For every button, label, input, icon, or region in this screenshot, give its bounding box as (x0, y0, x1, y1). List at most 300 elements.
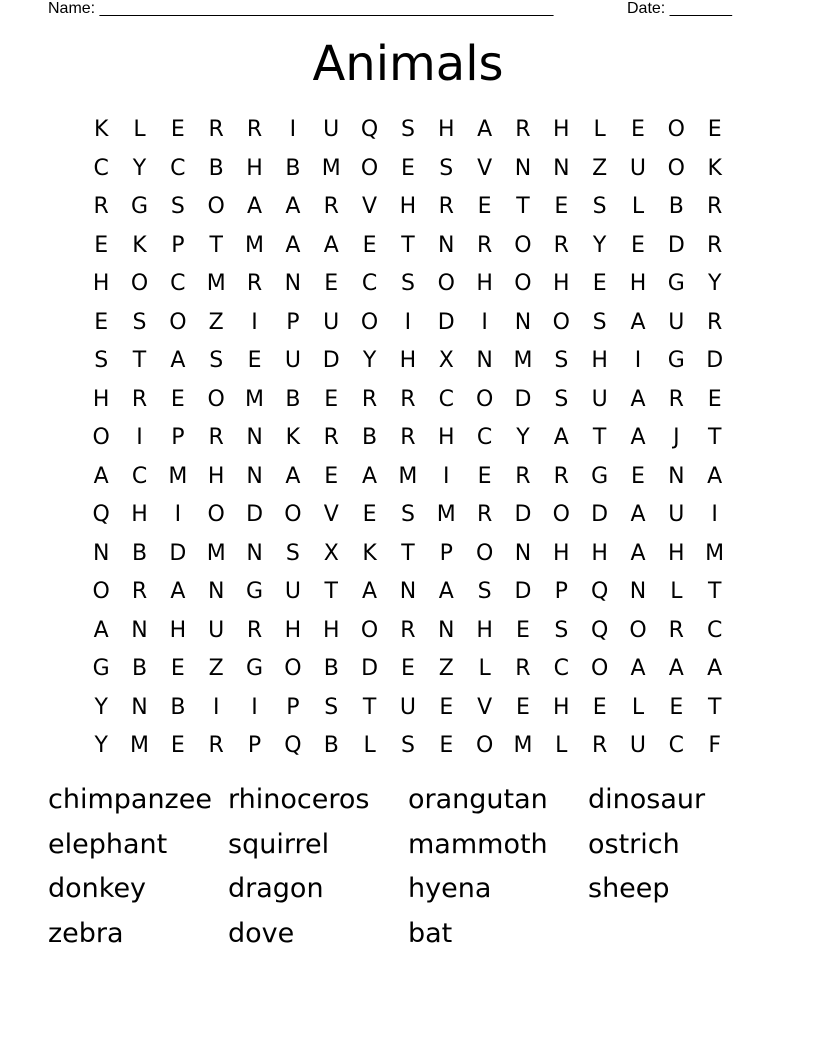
grid-letter: O (92, 579, 110, 605)
grid-letter: S (477, 579, 492, 605)
grid-letter: S (324, 694, 339, 720)
grid-letter: E (247, 348, 262, 374)
grid-letter: H (92, 386, 110, 412)
grid-row (82, 496, 734, 535)
grid-letter: G (246, 579, 264, 605)
grid-letter: H (437, 117, 455, 143)
grid-letter: C (553, 656, 569, 682)
grid-letter: N (553, 155, 570, 181)
grid-letter: E (94, 232, 109, 258)
grid-letter: N (629, 579, 647, 605)
grid-letter: L (133, 117, 146, 143)
grid-letter: V (323, 502, 339, 528)
grid-letter: H (92, 271, 110, 297)
grid-letter: M (130, 733, 149, 759)
grid-letter: R (246, 617, 263, 643)
grid-letter: R (707, 194, 723, 220)
grid-letter: V (477, 155, 493, 181)
grid-letter: A (362, 463, 378, 489)
grid-letter: I (481, 309, 488, 335)
grid-letter: I (174, 502, 182, 528)
grid-row (82, 265, 734, 304)
grid-letter: C (170, 155, 186, 181)
grid-letter: C (476, 425, 493, 451)
grid-letter: N (246, 463, 263, 489)
grid-letter: D (169, 540, 187, 566)
grid-letter: M (513, 733, 533, 759)
grid-letter: E (592, 694, 607, 720)
grid-letter: M (705, 540, 725, 566)
grid-letter: F (708, 733, 721, 759)
grid-letter: O (360, 155, 379, 181)
grid-letter: A (438, 579, 454, 605)
grid-letter: B (131, 656, 148, 682)
grid-letter: I (212, 694, 220, 720)
grid-letter: P (171, 425, 185, 451)
grid-letter: I (404, 309, 412, 335)
grid-letter: A (630, 540, 646, 566)
grid-letter: H (591, 348, 608, 374)
grid-letter: A (170, 579, 186, 605)
grid-letter: E (170, 656, 185, 682)
grid-letter: R (131, 386, 148, 412)
grid-row (82, 612, 734, 651)
grid-letter: O (552, 502, 570, 528)
grid-letter: S (592, 309, 607, 335)
grid-letter: P (554, 579, 568, 605)
grid-letter: E (362, 232, 377, 258)
grid-letter: B (208, 155, 224, 181)
grid-letter: A (553, 425, 569, 451)
grid-letter: U (591, 386, 608, 412)
grid-letter: E (707, 117, 722, 143)
grid-letter: K (285, 425, 301, 451)
grid-letter: U (208, 617, 225, 643)
grid-letter: Q (590, 617, 609, 643)
grid-letter: E (707, 386, 722, 412)
word-bank-item: squirrel (228, 828, 330, 860)
grid-letter: R (476, 232, 493, 258)
grid-letter: G (92, 656, 110, 682)
page-title: Animals (312, 36, 504, 92)
grid-letter: L (593, 117, 606, 143)
grid-letter: R (515, 117, 531, 143)
grid-letter: H (131, 502, 148, 528)
grid-letter: I (711, 502, 718, 528)
grid-row (82, 535, 734, 574)
grid-letter: T (401, 232, 415, 258)
grid-letter: O (207, 194, 225, 220)
date-field-label: Date: _______ (627, 0, 732, 17)
grid-letter: B (131, 540, 148, 566)
grid-letter: D (591, 502, 609, 528)
grid-letter: A (170, 348, 186, 374)
grid-letter: U (284, 579, 301, 605)
grid-letter: R (208, 117, 224, 143)
grid-letter: N (514, 540, 532, 566)
grid-letter: K (707, 155, 722, 181)
grid-letter: A (630, 425, 646, 451)
grid-letter: O (437, 271, 455, 297)
grid-row (82, 111, 734, 150)
grid-letter: H (553, 271, 570, 297)
grid-letter: H (399, 194, 417, 220)
grid-letter: H (668, 540, 685, 566)
grid-letter: R (93, 194, 109, 220)
grid-letter: M (206, 271, 226, 297)
grid-letter: M (245, 232, 265, 258)
grid-letter: Z (208, 656, 224, 682)
grid-letter: H (284, 617, 302, 643)
grid-letter: O (629, 617, 647, 643)
grid-letter: E (631, 463, 645, 489)
grid-letter: N (246, 540, 263, 566)
grid-letter: U (284, 348, 301, 374)
grid-letter: S (285, 540, 300, 566)
grid-letter: S (400, 117, 415, 143)
grid-letter: R (438, 194, 454, 220)
grid-letter: R (515, 656, 531, 682)
word-bank-item: bat (408, 918, 453, 950)
grid-letter: H (399, 348, 417, 374)
grid-letter: S (592, 194, 607, 220)
grid-letter: Q (360, 117, 379, 143)
word-bank-item: ostrich (588, 828, 680, 860)
grid-letter: D (667, 232, 685, 258)
grid-letter: L (363, 733, 376, 759)
grid-letter: R (400, 386, 416, 412)
grid-letter: N (514, 155, 532, 181)
grid-letter: M (321, 155, 341, 181)
grid-letter: U (668, 309, 685, 335)
grid-row (82, 304, 734, 343)
grid-letter: G (591, 463, 609, 489)
grid-letter: O (514, 271, 532, 297)
grid-letter: R (553, 463, 569, 489)
grid-letter: M (168, 463, 188, 489)
grid-letter: R (208, 425, 224, 451)
grid-letter: M (436, 502, 456, 528)
word-bank-item: donkey (48, 873, 147, 905)
grid-letter: A (630, 309, 646, 335)
grid-letter: S (554, 617, 569, 643)
grid-letter: E (439, 694, 454, 720)
grid-letter: T (362, 694, 377, 720)
grid-letter: H (476, 271, 493, 297)
grid-letter: S (400, 502, 415, 528)
grid-row (82, 573, 734, 612)
grid-letter: E (324, 386, 339, 412)
word-bank-item: elephant (48, 828, 168, 860)
grid-letter: S (439, 155, 454, 181)
word-bank-item: orangutan (408, 784, 548, 815)
grid-letter: E (94, 309, 109, 335)
grid-letter: D (514, 579, 532, 605)
grid-letter: N (668, 463, 685, 489)
grid-letter: H (322, 617, 340, 643)
word-bank-item: chimpanzee (48, 784, 212, 815)
grid-letter: C (131, 463, 148, 489)
grid-letter: A (93, 463, 109, 489)
grid-letter: C (361, 271, 378, 297)
grid-letter: E (400, 155, 415, 181)
word-bank-item: sheep (588, 873, 670, 905)
grid-letter: O (169, 309, 187, 335)
grid-letter: R (246, 271, 263, 297)
grid-letter: I (289, 117, 297, 143)
grid-letter: V (362, 194, 378, 220)
grid-letter: H (553, 117, 570, 143)
grid-letter: P (171, 232, 185, 258)
grid-letter: R (361, 386, 378, 412)
grid-letter: A (285, 232, 301, 258)
grid-letter: L (670, 579, 683, 605)
grid-letter: S (94, 348, 109, 374)
grid-row (82, 689, 734, 728)
grid-letter: H (553, 540, 570, 566)
grid-letter: R (400, 617, 416, 643)
word-bank-item: rhinoceros (228, 784, 370, 815)
grid-letter: D (706, 348, 724, 374)
grid-letter: S (170, 194, 185, 220)
grid-letter: C (706, 617, 723, 643)
grid-letter: R (591, 733, 608, 759)
grid-row (82, 342, 734, 381)
grid-letter: R (323, 425, 339, 451)
word-bank-item: dove (228, 918, 295, 950)
word-search-grid (82, 111, 734, 766)
grid-letter: R (553, 232, 569, 258)
grid-letter: E (554, 194, 569, 220)
word-bank-item: dragon (228, 873, 324, 905)
grid-letter: O (130, 271, 149, 297)
grid-letter: E (170, 733, 185, 759)
grid-letter: U (629, 155, 647, 181)
grid-letter: A (630, 502, 646, 528)
grid-letter: N (476, 348, 493, 374)
grid-letter: H (476, 617, 493, 643)
grid-letter: A (630, 656, 646, 682)
grid-row (82, 419, 734, 458)
grid-letter: Z (208, 309, 224, 335)
grid-letter: V (477, 694, 493, 720)
grid-letter: C (93, 155, 109, 181)
grid-letter: E (631, 232, 645, 258)
grid-letter: R (208, 733, 224, 759)
word-bank-item: dinosaur (588, 784, 706, 815)
grid-letter: D (514, 502, 532, 528)
grid-letter: A (668, 656, 684, 682)
grid-letter: G (246, 656, 264, 682)
grid-letter: B (170, 694, 186, 720)
grid-letter: N (207, 579, 225, 605)
grid-letter: H (437, 425, 455, 451)
grid-letter: X (323, 540, 339, 566)
grid-letter: S (132, 309, 147, 335)
grid-letter: O (284, 656, 302, 682)
grid-letter: M (398, 463, 418, 489)
grid-letter: B (285, 155, 301, 181)
grid-letter: A (707, 656, 723, 682)
grid-letter: X (438, 348, 454, 374)
grid-letter: Z (592, 155, 608, 181)
grid-letter: Z (438, 656, 454, 682)
grid-letter: N (284, 271, 302, 297)
grid-row (82, 458, 734, 497)
grid-letter: A (285, 463, 301, 489)
grid-letter: O (360, 617, 379, 643)
grid-letter: A (323, 232, 339, 258)
grid-letter: Y (94, 733, 108, 759)
grid-letter: E (400, 656, 415, 682)
grid-letter: E (439, 733, 454, 759)
grid-letter: L (555, 733, 568, 759)
grid-letter: J (673, 425, 680, 451)
grid-letter: H (629, 271, 647, 297)
grid-letter: A (630, 386, 646, 412)
grid-letter: R (515, 463, 531, 489)
grid-letter: O (475, 386, 494, 412)
grid-letter: N (438, 617, 455, 643)
grid-letter: E (592, 271, 607, 297)
grid-letter: C (668, 733, 685, 759)
grid-letter: P (247, 733, 262, 759)
grid-letter: P (439, 540, 453, 566)
grid-letter: U (668, 502, 685, 528)
grid-letter: T (516, 194, 530, 220)
grid-letter: Y (132, 155, 147, 181)
grid-letter: I (251, 694, 258, 720)
grid-letter: H (207, 463, 225, 489)
grid-letter: K (362, 540, 377, 566)
grid-letter: N (92, 540, 110, 566)
grid-letter: N (514, 309, 532, 335)
grid-letter: E (362, 502, 377, 528)
grid-letter: E (324, 463, 339, 489)
word-bank-item: zebra (48, 918, 124, 950)
grid-letter: T (132, 348, 147, 374)
grid-letter: E (170, 117, 185, 143)
grid-letter: S (554, 348, 569, 374)
grid-letter: D (246, 502, 264, 528)
grid-letter: Q (284, 733, 302, 759)
grid-letter: T (209, 232, 223, 258)
grid-letter: O (207, 502, 225, 528)
grid-letter: R (668, 617, 684, 643)
grid-letter: E (170, 386, 185, 412)
grid-letter: L (631, 694, 645, 720)
grid-row (82, 227, 734, 266)
grid-letter: D (361, 656, 379, 682)
grid-letter: Y (516, 425, 530, 451)
grid-letter: A (707, 463, 723, 489)
grid-letter: U (399, 694, 416, 720)
grid-letter: Y (707, 271, 722, 297)
grid-letter: R (323, 194, 339, 220)
grid-letter: I (251, 309, 258, 335)
grid-letter: K (93, 117, 109, 143)
grid-letter: O (514, 232, 532, 258)
grid-letter: E (477, 194, 492, 220)
grid-letter: A (93, 617, 109, 643)
grid-letter: P (286, 309, 300, 335)
grid-letter: Y (94, 694, 108, 720)
grid-letter: U (323, 117, 340, 143)
grid-letter: O (475, 733, 494, 759)
grid-letter: C (438, 386, 454, 412)
grid-letter: N (438, 232, 455, 258)
grid-letter: O (475, 540, 494, 566)
grid-letter: Y (362, 348, 377, 374)
grid-letter: A (477, 117, 493, 143)
grid-letter: N (399, 579, 417, 605)
grid-letter: B (323, 733, 339, 759)
grid-letter: N (246, 425, 263, 451)
grid-letter: N (131, 617, 148, 643)
grid-letter: M (206, 540, 226, 566)
grid-letter: D (514, 386, 532, 412)
grid-letter: Y (592, 232, 607, 258)
grid-letter: H (591, 540, 608, 566)
grid-letter: E (669, 694, 684, 720)
word-bank-item: hyena (408, 873, 492, 905)
grid-letter: S (554, 386, 569, 412)
grid-letter: S (209, 348, 224, 374)
grid-letter: O (92, 425, 110, 451)
grid-letter: T (707, 579, 722, 605)
grid-row (82, 381, 734, 420)
grid-letter: T (707, 694, 722, 720)
grid-letter: O (207, 386, 225, 412)
grid-letter: L (631, 194, 645, 220)
grid-letter: M (513, 348, 533, 374)
grid-letter: R (131, 579, 148, 605)
grid-row (82, 150, 734, 189)
grid-letter: U (323, 309, 340, 335)
grid-letter: T (592, 425, 607, 451)
grid-letter: A (285, 194, 301, 220)
grid-row (82, 727, 734, 766)
grid-letter: P (286, 694, 300, 720)
grid-letter: I (136, 425, 143, 451)
grid-letter: B (323, 656, 339, 682)
grid-letter: R (400, 425, 416, 451)
grid-letter: G (667, 348, 685, 374)
grid-letter: O (284, 502, 302, 528)
grid-letter: C (170, 271, 186, 297)
grid-letter: Q (92, 502, 110, 528)
grid-letter: R (668, 386, 684, 412)
grid-letter: I (443, 463, 450, 489)
grid-letter: T (401, 540, 415, 566)
grid-letter: G (130, 194, 149, 220)
grid-letter: A (362, 579, 378, 605)
grid-letter: O (590, 656, 609, 682)
grid-letter: D (322, 348, 340, 374)
grid-letter: O (667, 117, 685, 143)
grid-letter: I (634, 348, 642, 374)
name-field-label: Name: ___________________________________________________ (48, 0, 554, 17)
grid-letter: B (668, 194, 684, 220)
grid-letter: E (477, 463, 492, 489)
grid-letter: R (707, 309, 723, 335)
grid-letter: E (516, 694, 530, 720)
grid-letter: S (400, 733, 415, 759)
grid-letter: L (478, 656, 491, 682)
grid-letter: O (667, 155, 685, 181)
grid-letter: O (360, 309, 379, 335)
grid-letter: Q (590, 579, 609, 605)
